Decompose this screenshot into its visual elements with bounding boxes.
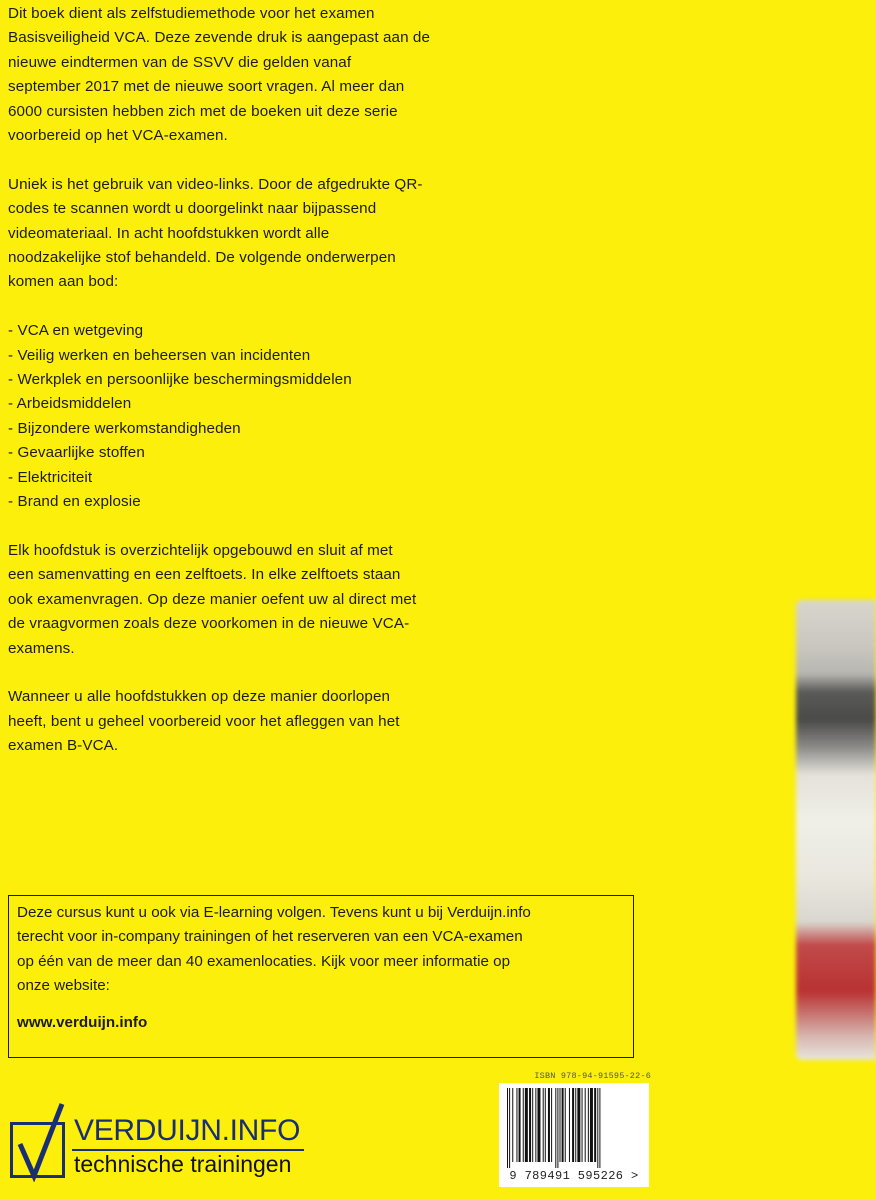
barcode (499, 1083, 649, 1187)
barcode-bar (548, 1088, 550, 1162)
barcode-bar (588, 1088, 589, 1162)
logo-subtitle: technische trainingen (74, 1151, 292, 1177)
barcode-bar (512, 1088, 513, 1162)
checkmark-icon (10, 1102, 80, 1182)
logo-name: VERDUIJN.INFO (74, 1114, 301, 1147)
barcode-bar (597, 1088, 598, 1168)
info-box (8, 895, 634, 1058)
barcode-bar (507, 1088, 508, 1168)
barcode-bar (569, 1088, 570, 1162)
barcode-bar (590, 1088, 593, 1162)
barcode-bar (525, 1088, 528, 1162)
list-item: - Bijzondere werkomstandigheden (8, 419, 241, 437)
barcode-bar (519, 1088, 521, 1162)
barcode-bar (599, 1088, 600, 1168)
isbn-label: ISBN 978-94-91595-22-6 (534, 1071, 651, 1081)
topic-list (8, 319, 528, 514)
paragraph-intro: Dit boek dient als zelfstudiemethode voor het examen Basisveiligheid VCA. Deze zevende druk is aangepast aan de nieuwe eindtermen van de SSVV die gelden vanaf september 2017 met de nieuwe soort vragen. Al meer dan 6000 cursisten hebben zich met de boeken uit deze serie voorbereid op het VCA-examen. (8, 5, 431, 145)
barcode-bar (551, 1088, 552, 1162)
barcode-bar (572, 1088, 574, 1162)
list-item: - Gevaarlijke stoffen (8, 444, 145, 462)
paragraph-conclusion: Wanneer u alle hoofdstukken op deze manier doorlopen heeft, bent u geheel voorbereid voor het afleggen van het examen B-VCA. (8, 688, 400, 755)
description-text (8, 2, 528, 783)
list-item: - Brand en explosie (8, 493, 141, 511)
barcode-bar (594, 1088, 596, 1162)
barcode-bar (545, 1088, 546, 1162)
list-item: - Arbeidsmiddelen (8, 395, 132, 413)
barcode-bar (577, 1088, 580, 1162)
barcode-bar (532, 1088, 533, 1162)
barcode-bar (555, 1088, 556, 1168)
barcode-bar (562, 1088, 564, 1162)
barcode-bars (505, 1088, 643, 1168)
barcode-bar (537, 1088, 540, 1162)
barcode-bar (560, 1088, 561, 1162)
barcode-digits: 9 789491 595226 > (509, 1169, 639, 1183)
list-item: - Elektriciteit (8, 468, 93, 486)
paragraph-video-links: Uniek is het gebruik van video-links. Door de afgedrukte QR- codes te scannen wordt u doorgelinkt naar bijpassend videomateriaal. In acht hoofdstukken wordt alle noodzakelijke stof behandeld. De volgende onderwerpen komen aan bod: (8, 175, 423, 291)
list-item: - Veilig werken en beheersen van incidenten (8, 346, 311, 364)
barcode-bar (585, 1088, 586, 1162)
barcode-bar (565, 1088, 566, 1162)
barcode-bar (575, 1088, 576, 1162)
list-item: - VCA en wetgeving (8, 322, 144, 340)
barcode-bar (529, 1088, 531, 1162)
barcode-bar (535, 1088, 536, 1162)
list-item: - Werkplek en persoonlijke beschermingsmiddelen (8, 371, 352, 389)
barcode-bar (523, 1088, 524, 1162)
barcode-bar (543, 1088, 544, 1162)
barcode-bar (557, 1088, 558, 1168)
paragraph-structure: Elk hoofdstuk is overzichtelijk opgebouwd en sluit af met een samenvatting en een zelftoets. In elke zelftoets staan ook examenvragen. Op deze manier oefent uw al direct met de vraagvormen zoals deze voorkomen in de nieuwe VCA- examens. (8, 541, 417, 657)
cover-photo-edge (796, 600, 876, 1060)
barcode-bar (582, 1088, 583, 1162)
info-text: Deze cursus kunt u ook via E-learning volgen. Tevens kunt u bij Verduijn.info terecht voor in-company trainingen of het reserveren van een VCA-examen op één van de meer dan 40 examenlocaties. Kijk voor meer informatie op onze website: (17, 904, 531, 995)
publisher-logo (10, 1102, 310, 1182)
barcode-bar (516, 1088, 517, 1162)
website-link[interactable]: www.verduijn.info (17, 1013, 148, 1031)
barcode-bar (509, 1088, 510, 1168)
